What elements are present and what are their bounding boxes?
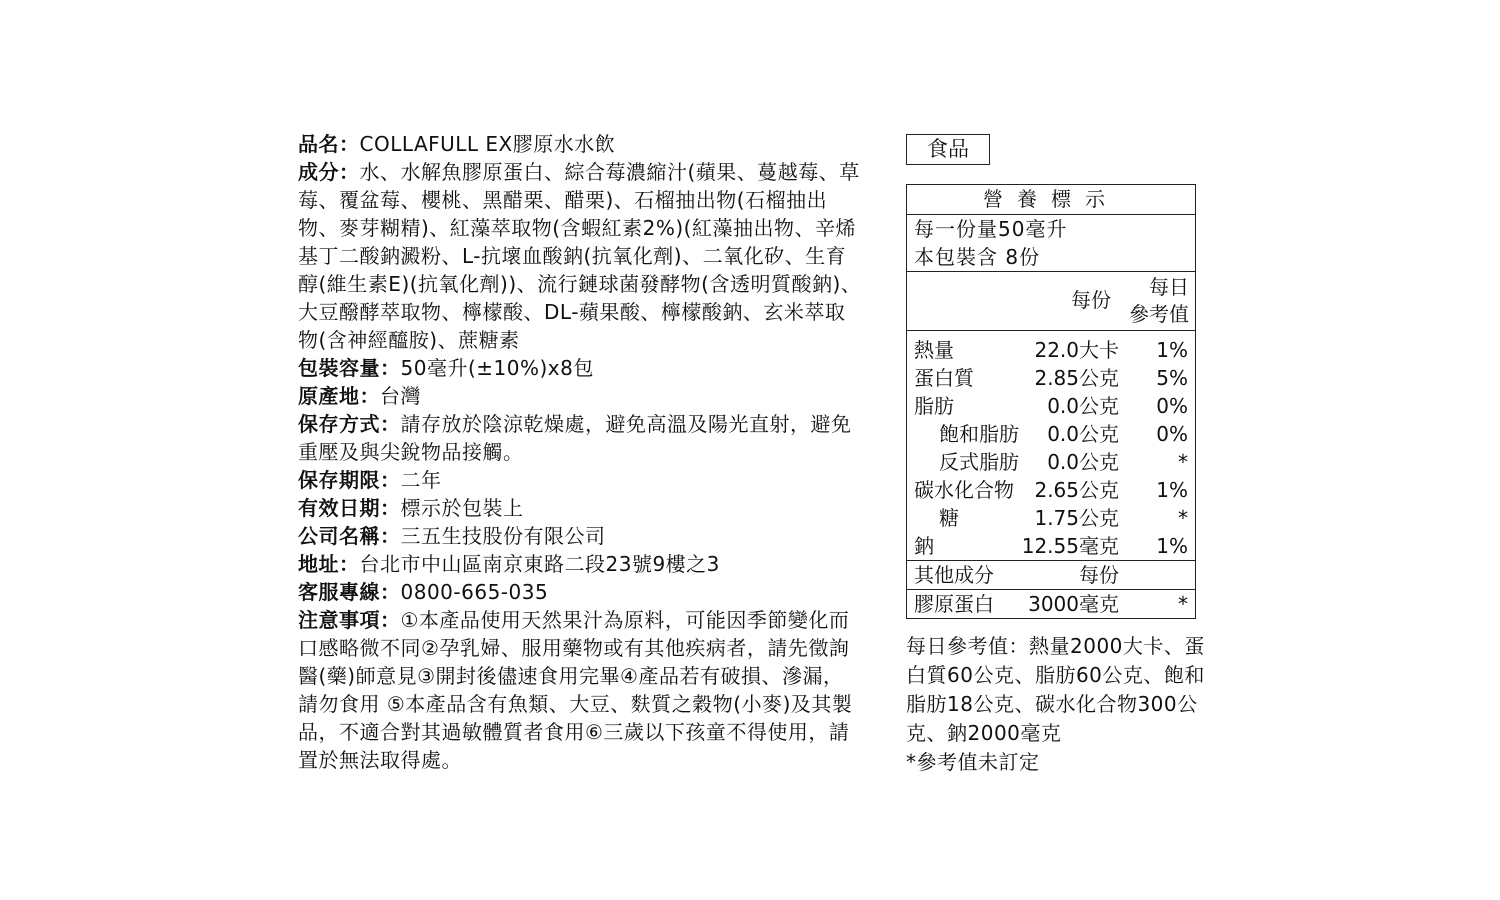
shelf-life-label: 保存期限：: [298, 468, 401, 492]
nutrition-header: [907, 272, 1195, 331]
nutrient-value: 12.55毫克: [1021, 534, 1119, 558]
company-line: [298, 522, 863, 550]
nutrient-value: 0.0公克: [1047, 394, 1119, 418]
origin-line: [298, 382, 863, 410]
company-label: 公司名稱：: [298, 524, 401, 548]
nutrient-percent: *: [1178, 592, 1188, 616]
expiry-line: [298, 494, 863, 522]
nutrition-title: 營養標示: [907, 185, 1195, 215]
nutrient-value: 3000毫克: [1028, 592, 1119, 616]
origin-value: 台灣: [380, 384, 421, 408]
nutrient-percent: 5%: [1156, 366, 1188, 390]
col-per-serving: 每份: [1071, 288, 1111, 312]
nutrient-name: 飽和脂肪: [939, 422, 1019, 446]
nutrient-value: 0.0公克: [1047, 450, 1119, 474]
hotline-line: [298, 578, 863, 606]
nutrient-name: 膠原蛋白: [914, 592, 994, 616]
col-daily-value: [1119, 274, 1189, 328]
notice-label: 注意事項：: [298, 608, 401, 632]
product-info: [298, 130, 863, 774]
other-ingredients-label: 其他成分: [914, 563, 994, 587]
serving-info: [907, 215, 1195, 272]
nutrient-row: [907, 476, 1195, 504]
expiry-label: 有效日期：: [298, 496, 401, 520]
daily-reference-note: 每日參考值：熱量2000大卡、蛋白質60公克、脂肪60公克、飽和脂肪18公克、碳水化合物300公克、鈉2000毫克: [906, 634, 1205, 745]
storage-label: 保存方式：: [298, 412, 401, 436]
product-name-line: [298, 130, 863, 158]
nutrition-table: [906, 184, 1196, 619]
package-line: [298, 354, 863, 382]
nutrient-value: 2.85公克: [1034, 366, 1119, 390]
ingredients-value: 水、水解魚膠原蛋白、綜合莓濃縮汁(蘋果、蔓越莓、草莓、覆盆莓、櫻桃、黑醋栗、醋栗)、石榴抽出物(石榴抽出物、麥芽糊精)、紅藻萃取物(含蝦紅素2%)(紅藻抽出物、辛烯基丁二酸鈉澱粉、L-抗壞血酸鈉(抗氧化劑)、二氧化矽、生育醇(維生素E)(抗氧化劑))、流行鏈球菌發酵物(含透明質酸鈉)、大豆醱酵萃取物、檸檬酸、DL-蘋果酸、檸檬酸鈉、玄米萃取物(含神經醯胺)、蔗糖素: [298, 160, 862, 352]
footnotes: [906, 632, 1206, 777]
shelf-life-value: 二年: [400, 468, 442, 492]
nutrient-percent: 1%: [1156, 534, 1188, 558]
address-label: 地址：: [298, 552, 360, 576]
nutrient-value: 0.0公克: [1047, 422, 1119, 446]
undefined-reference-note: *參考值未訂定: [906, 750, 1040, 774]
nutrient-percent: 0%: [1156, 394, 1188, 418]
nutrient-name: 碳水化合物: [914, 478, 1014, 502]
expiry-value: 標示於包裝上: [400, 496, 524, 520]
nutrient-value: 22.0大卡: [1034, 338, 1119, 362]
product-name-label: 品名：: [298, 132, 360, 156]
address-value: 台北市中山區南京東路二段23號9樓之3: [359, 552, 720, 576]
nutrient-percent: 1%: [1156, 338, 1188, 362]
food-badge: 食品: [906, 134, 990, 165]
shelf-life-line: [298, 466, 863, 494]
nutrient-row: [907, 590, 1195, 618]
nutrient-row: [907, 420, 1195, 448]
nutrient-row: [907, 336, 1195, 364]
other-per-serving: 每份: [1079, 563, 1119, 587]
storage-value: 請存放於陰涼乾燥處，避免高溫及陽光直射，避免重壓及與尖銳物品接觸。: [298, 412, 852, 464]
hotline-label: 客服專線：: [298, 580, 401, 604]
nutrient-rows: [907, 331, 1195, 561]
nutrient-row: [907, 392, 1195, 420]
nutrient-name: 脂肪: [914, 394, 954, 418]
nutrient-name: 熱量: [914, 338, 954, 362]
nutrient-percent: *: [1178, 450, 1188, 474]
col-daily-value-line1: 每日: [1149, 275, 1189, 299]
nutrient-value: 2.65公克: [1034, 478, 1119, 502]
nutrient-row: [907, 448, 1195, 476]
ingredients-label: 成分：: [298, 160, 360, 184]
storage-line: [298, 410, 863, 466]
nutrient-name: 糖: [939, 506, 959, 530]
package-label: 包裝容量：: [298, 356, 401, 380]
notice-value: ①本產品使用天然果汁為原料，可能因季節變化而口感略微不同②孕乳婦、服用藥物或有其他疾病者，請先徵詢醫(藥)師意見③開封後儘速食用完畢④產品若有破損、滲漏，請勿食用 ⑤本產品含有魚類、大豆、麩質之穀物(小麥)及其製品，不適合對其過敏體質者食用⑥三歲以下孩童不得使用，請置於無法取得處。: [298, 608, 853, 772]
nutrient-percent: 1%: [1156, 478, 1188, 502]
company-value: 三五生技股份有限公司: [400, 524, 606, 548]
other-ingredients-rows: [907, 590, 1195, 618]
origin-label: 原產地：: [298, 384, 380, 408]
nutrient-percent: 0%: [1156, 422, 1188, 446]
nutrient-name: 鈉: [914, 534, 934, 558]
nutrient-row: [907, 504, 1195, 532]
nutrient-name: 蛋白質: [914, 366, 974, 390]
notice-line: [298, 606, 863, 774]
nutrient-percent: *: [1178, 506, 1188, 530]
address-line: [298, 550, 863, 578]
other-ingredients-header: [907, 561, 1195, 590]
serving-size: 每一份量50毫升: [914, 217, 1068, 241]
product-name-value: COLLAFULL EX膠原水水飲: [359, 132, 616, 156]
ingredients-line: [298, 158, 863, 354]
nutrient-name: 反式脂肪: [939, 450, 1019, 474]
nutrient-value: 1.75公克: [1034, 506, 1119, 530]
servings-per-pack: 本包裝含 8份: [914, 245, 1041, 269]
hotline-value: 0800-665-035: [400, 580, 549, 604]
col-daily-value-line2: 參考值: [1129, 302, 1189, 326]
package-value: 50毫升(±10%)x8包: [400, 356, 594, 380]
nutrient-row: [907, 532, 1195, 560]
nutrient-row: [907, 364, 1195, 392]
